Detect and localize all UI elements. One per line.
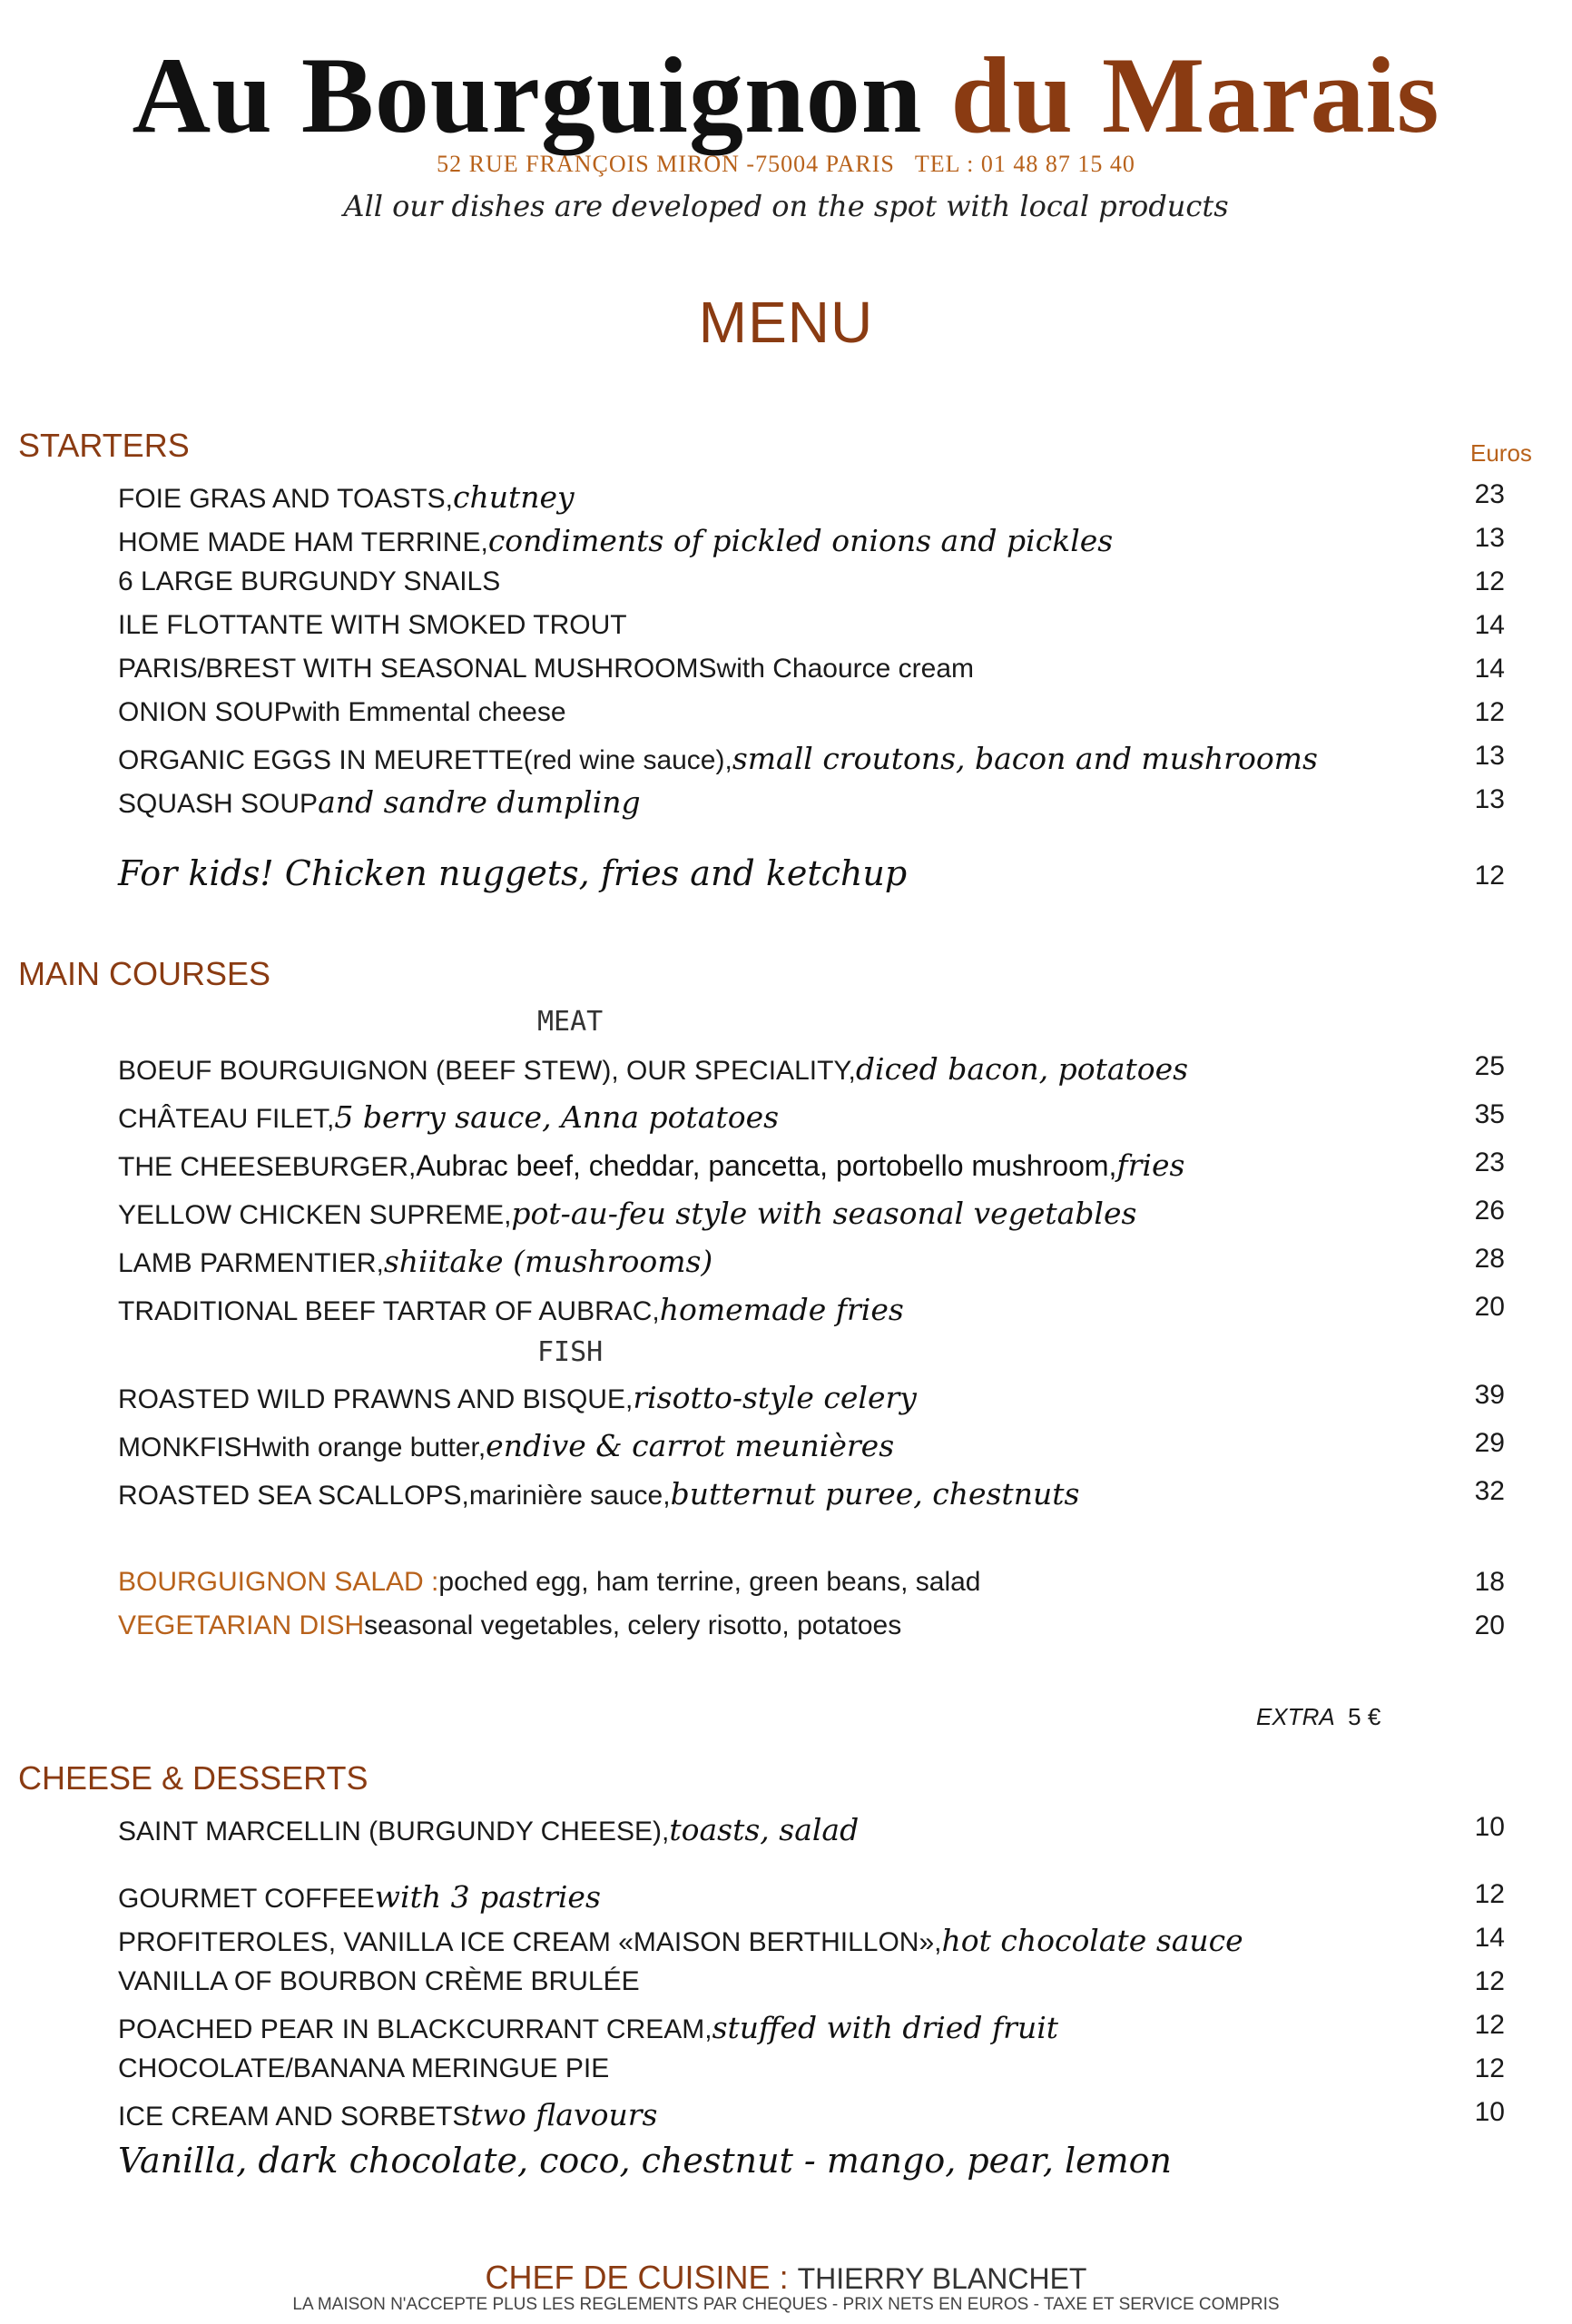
- item-name: PARIS/BREST WITH SEASONAL MUSHROOMS: [118, 654, 717, 684]
- item-name: ROASTED WILD PRAWNS AND BISQUE,: [118, 1384, 634, 1414]
- item-name: ROASTED SEA SCALLOPS,: [118, 1481, 469, 1511]
- footer-note: LA MAISON N'ACCEPTE PLUS LES REGLEMENTS PAR CHEQUES - PRIX NETS EN EUROS - TAXE ET SERVICE COMPRIS: [292, 2295, 1280, 2314]
- extra-label: EXTRA: [1256, 1703, 1335, 1730]
- item-description: diced bacon, potatoes: [855, 1051, 1189, 1087]
- item-description-script: fries: [1116, 1147, 1185, 1183]
- item-price: 32: [1474, 1476, 1505, 1506]
- menu-item: [118, 1244, 1508, 1285]
- item-description: marinière sauce,: [468, 1481, 671, 1511]
- menu-item: [118, 1879, 1508, 1921]
- item-price: 20: [1474, 1610, 1505, 1640]
- menu-item: [118, 1610, 1508, 1652]
- main-courses-heading: MAIN COURSES: [18, 955, 271, 992]
- menu-item: [118, 1966, 1508, 2008]
- item-name: YELLOW CHICKEN SUPREME,: [118, 1200, 512, 1230]
- item-name: MONKFISH: [118, 1433, 262, 1462]
- item-name: POACHED PEAR IN BLACKCURRANT CREAM,: [118, 2014, 712, 2044]
- item-price: 29: [1474, 1428, 1505, 1458]
- item-name: BOEUF BOURGUIGNON (BEEF STEW), OUR SPECIALITY,: [118, 1056, 856, 1086]
- item-name: FOIE GRAS AND TOASTS,: [118, 484, 453, 514]
- item-name: VANILLA OF BOURBON CRÈME BRULÉE: [118, 1966, 640, 1996]
- menu-item: [118, 1476, 1508, 1518]
- kids-menu-item: For kids! Chicken nuggets, fries and ketchup: [118, 853, 908, 893]
- restaurant-name-part1: Au Bourguignon: [132, 34, 923, 155]
- item-description: 5 berry sauce, Anna potatoes: [334, 1099, 780, 1135]
- item-description: (red wine sauce),: [523, 745, 732, 775]
- item-name: CHÂTEAU FILET,: [118, 1104, 335, 1134]
- item-price: 20: [1474, 1292, 1505, 1322]
- item-name: CHOCOLATE/BANANA MERINGUE PIE: [118, 2053, 610, 2083]
- item-description: and sandre dumpling: [318, 784, 641, 820]
- menu-item: [118, 2053, 1508, 2095]
- item-price: 35: [1474, 1099, 1505, 1129]
- item-price: 12: [1474, 2053, 1505, 2083]
- kids-menu-price: 12: [1474, 861, 1505, 891]
- menu-item: [118, 654, 1508, 695]
- item-name: PROFITEROLES, VANILLA ICE CREAM «MAISON BERTHILLON»,: [118, 1927, 942, 1957]
- item-description: stuffed with dried fruit: [712, 2010, 1059, 2045]
- meat-subheading: MEAT: [537, 1006, 604, 1038]
- item-description: hot chocolate sauce: [941, 1923, 1243, 1958]
- item-price: 12: [1474, 1879, 1505, 1909]
- menu-item: [118, 1196, 1508, 1237]
- item-price: 14: [1474, 1923, 1505, 1953]
- menu-item: [118, 479, 1508, 521]
- item-description: poched egg, ham terrine, green beans, salad: [438, 1567, 981, 1597]
- item-price: 18: [1474, 1567, 1505, 1597]
- restaurant-address: 52 RUE FRANÇOIS MIRON -75004 PARIS TEL : 01 48 87 15 40: [437, 151, 1135, 177]
- menu-title: MENU: [698, 290, 874, 355]
- desserts-heading: CHEESE & DESSERTS: [18, 1759, 368, 1797]
- item-description: with Chaource cream: [716, 654, 974, 684]
- item-price: 10: [1474, 1812, 1505, 1842]
- menu-item: [118, 1051, 1508, 1093]
- item-description: toasts, salad: [669, 1812, 860, 1847]
- item-price: 13: [1474, 741, 1505, 771]
- item-label: BOURGUIGNON SALAD :: [118, 1567, 439, 1597]
- menu-item: [118, 1428, 1508, 1470]
- item-description-script: endive & carrot meunières: [486, 1428, 895, 1463]
- menu-item: [118, 1812, 1508, 1854]
- item-name: ONION SOUP: [118, 697, 292, 727]
- item-name: GOURMET COFFEE: [118, 1884, 375, 1914]
- item-description: with Emmental cheese: [291, 697, 566, 727]
- item-description: two flavours: [470, 2097, 658, 2132]
- menu-item: [118, 697, 1508, 739]
- item-price: 14: [1474, 610, 1505, 640]
- item-name: ILE FLOTTANTE WITH SMOKED TROUT: [118, 610, 627, 640]
- item-name: ICE CREAM AND SORBETS: [118, 2102, 471, 2132]
- item-description-script: butternut puree, chestnuts: [670, 1476, 1080, 1512]
- item-name: LAMB PARMENTIER,: [118, 1248, 384, 1278]
- restaurant-name-part2: du Marais: [950, 34, 1440, 155]
- menu-item: [118, 1099, 1508, 1141]
- menu-item: [118, 1923, 1508, 1965]
- item-description: pot-au-feu style with seasonal vegetables: [511, 1196, 1137, 1231]
- menu-item: [118, 1567, 1508, 1609]
- menu-item: [118, 566, 1508, 608]
- item-description: risotto-style celery: [633, 1380, 917, 1415]
- menu-item: [118, 1292, 1508, 1334]
- item-description: seasonal vegetables, celery risotto, potatoes: [364, 1610, 902, 1640]
- item-label: VEGETARIAN DISH: [118, 1610, 365, 1640]
- item-price: 12: [1474, 566, 1505, 596]
- menu-item: [118, 610, 1508, 652]
- tagline: All our dishes are developed on the spot with local products: [343, 189, 1229, 223]
- item-name: ORGANIC EGGS IN MEURETTE: [118, 745, 524, 775]
- menu-item: [118, 1147, 1508, 1189]
- currency-label: Euros: [1470, 439, 1532, 467]
- fish-subheading: FISH: [537, 1336, 604, 1368]
- item-name: THE CHEESEBURGER,: [118, 1152, 417, 1182]
- extra-value: 5 €: [1348, 1703, 1381, 1730]
- item-description: with 3 pastries: [374, 1879, 601, 1915]
- restaurant-name: [0, 36, 1572, 154]
- item-name: 6 LARGE BURGUNDY SNAILS: [118, 566, 501, 596]
- menu-item: [118, 1380, 1508, 1422]
- item-price: 14: [1474, 654, 1505, 684]
- item-name: TRADITIONAL BEEF TARTAR OF AUBRAC,: [118, 1296, 660, 1326]
- ice-cream-flavours: Vanilla, dark chocolate, coco, chestnut - mango, pear, lemon: [118, 2141, 1173, 2181]
- item-price: 23: [1474, 479, 1505, 509]
- item-price: 12: [1474, 2010, 1505, 2040]
- item-price: 10: [1474, 2097, 1505, 2127]
- chef-credit: [0, 2259, 1572, 2297]
- item-price: 39: [1474, 1380, 1505, 1410]
- menu-item: [118, 741, 1508, 783]
- item-name: HOME MADE HAM TERRINE,: [118, 527, 488, 557]
- chef-name: THIERRY BLANCHET: [797, 2262, 1087, 2295]
- item-price: 12: [1474, 697, 1505, 727]
- item-description: chutney: [452, 479, 575, 515]
- item-price: 12: [1474, 1966, 1505, 1996]
- menu-item: [118, 2010, 1508, 2052]
- item-price: 26: [1474, 1196, 1505, 1226]
- item-name: SQUASH SOUP: [118, 789, 319, 819]
- extra-charge: [1256, 1703, 1380, 1731]
- item-name: SAINT MARCELLIN (BURGUNDY CHEESE),: [118, 1817, 670, 1846]
- item-description: Aubrac beef, cheddar, pancetta, portobello mushroom,: [416, 1149, 1117, 1182]
- menu-item: [118, 2097, 1508, 2139]
- item-description: homemade fries: [659, 1292, 904, 1327]
- item-price: 23: [1474, 1147, 1505, 1177]
- item-description: condiments of pickled onions and pickles: [487, 523, 1114, 558]
- item-price: 13: [1474, 523, 1505, 553]
- menu-item: [118, 784, 1508, 826]
- item-price: 25: [1474, 1051, 1505, 1081]
- item-price: 13: [1474, 784, 1505, 814]
- chef-label: CHEF DE CUISINE :: [485, 2259, 798, 2296]
- item-description-script: small croutons, bacon and mushrooms: [732, 741, 1318, 776]
- item-price: 28: [1474, 1244, 1505, 1274]
- menu-item: [118, 523, 1508, 565]
- item-description: shiitake (mushrooms): [383, 1244, 713, 1279]
- starters-heading: STARTERS: [18, 427, 190, 464]
- item-description: with orange butter,: [261, 1433, 486, 1462]
